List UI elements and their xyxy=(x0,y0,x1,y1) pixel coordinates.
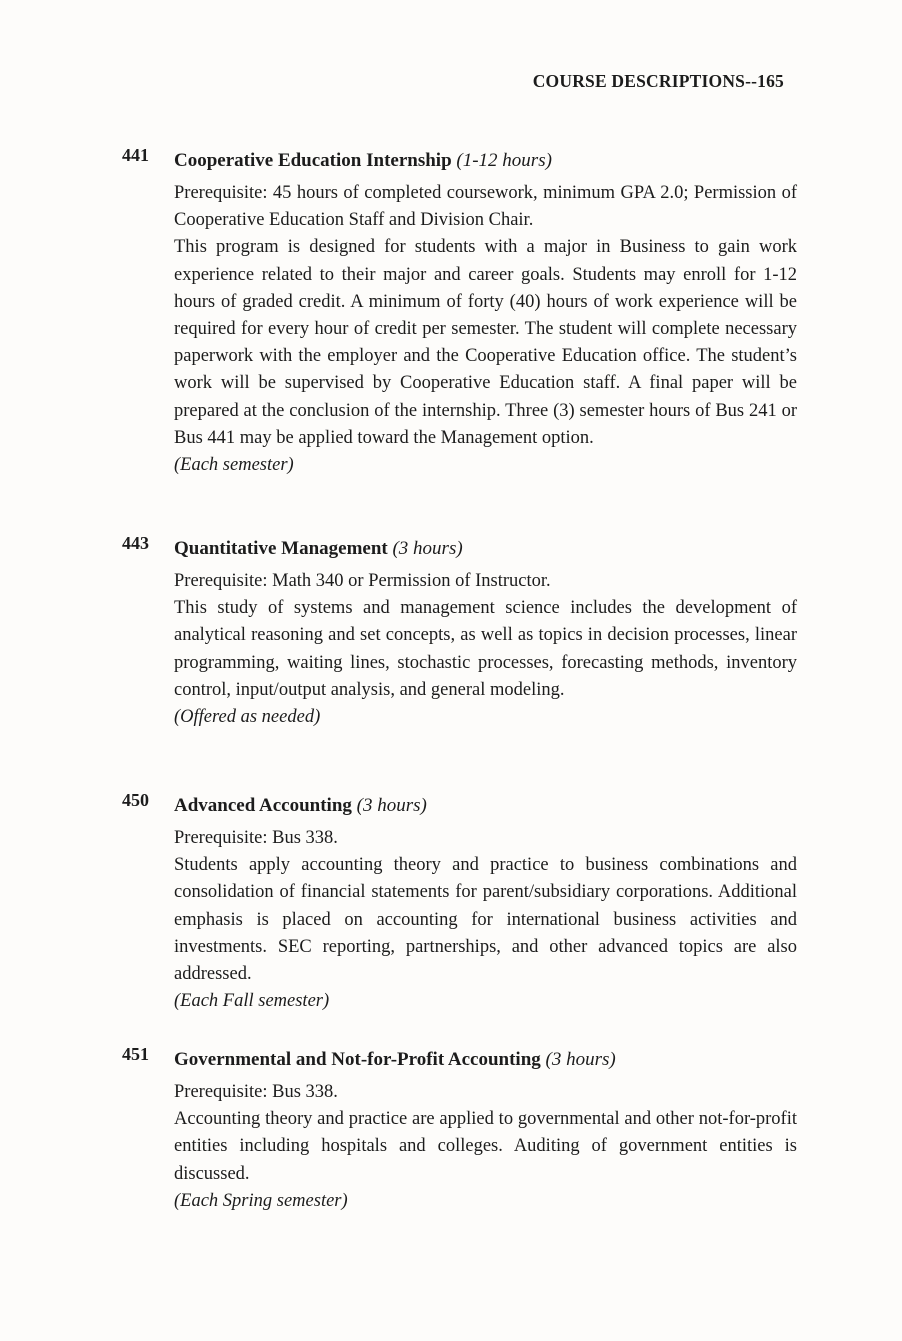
course-heading xyxy=(174,538,463,560)
course-offering: (Each Fall semester) xyxy=(174,991,330,1012)
course-hours: (3 hours) xyxy=(356,795,427,816)
course-hours: (3 hours) xyxy=(545,1049,616,1070)
course-name: Quantitative Management xyxy=(174,538,388,559)
course-offering: (Each Spring semester) xyxy=(174,1190,348,1211)
course-prerequisite: Prerequisite: 45 hours of completed coursework, minimum GPA 2.0; Permission of Cooperative Education Staff and Division Chair. xyxy=(174,183,797,231)
course-number: 451 xyxy=(122,1044,149,1064)
course-entry-441 xyxy=(122,145,797,479)
course-entry-443 xyxy=(122,533,797,731)
course-description: Accounting theory and practice are applied to governmental and other not-for-profit entities including hospitals and colleges. Auditing of government entities is discussed. xyxy=(174,1109,797,1184)
course-body xyxy=(174,825,797,1015)
course-name: Governmental and Not-for-Profit Accounting xyxy=(174,1049,541,1070)
course-description: This study of systems and management science includes the development of analytical reasoning and set concepts, as well as topics in decision processes, linear programming, waiting lines, stochastic processes, forecasting methods, inventory control, input/output analysis, and general modeling. xyxy=(174,598,797,700)
course-title-line xyxy=(122,790,797,825)
course-prerequisite: Prerequisite: Bus 338. xyxy=(174,1082,338,1102)
course-description: Students apply accounting theory and practice to business combinations and consolidation of financial statements for parent/subsidiary corporations. Additional emphasis is placed on accounting for international business activities and investments. SEC reporting, partnerships, and other advanced topics are also addressed. xyxy=(174,855,797,985)
course-hours: (1-12 hours) xyxy=(456,150,552,171)
course-offering: (Offered as needed) xyxy=(174,707,321,728)
course-heading xyxy=(174,150,552,172)
course-heading xyxy=(174,1049,616,1071)
course-number: 443 xyxy=(122,533,149,553)
course-description: This program is designed for students with a major in Business to gain work experience related to their major and career goals. Students may enroll for 1-12 hours of graded credit. A minimum of forty (40) hours of work experience will be required for every hour of credit per semester. The student will complete necessary paperwork with the employer and the Cooperative Education office. The student’s work will be supervised by Cooperative Education staff. A final paper will be prepared at the conclusion of the internship. Three (3) semester hours of Bus 241 or Bus 441 may be applied toward the Management option. xyxy=(174,237,797,448)
course-hours: (3 hours) xyxy=(392,538,463,559)
course-body xyxy=(174,1079,797,1215)
course-heading xyxy=(174,795,427,817)
course-entry-451 xyxy=(122,1044,797,1215)
course-prerequisite: Prerequisite: Math 340 or Permission of Instructor. xyxy=(174,571,551,591)
course-title-line xyxy=(122,145,797,180)
course-name: Cooperative Education Internship xyxy=(174,150,452,171)
course-body xyxy=(174,180,797,479)
course-entry-450 xyxy=(122,790,797,1015)
course-name: Advanced Accounting xyxy=(174,795,352,816)
course-prerequisite: Prerequisite: Bus 338. xyxy=(174,828,338,848)
course-number: 441 xyxy=(122,145,149,165)
course-offering: (Each semester) xyxy=(174,455,294,476)
running-head: COURSE DESCRIPTIONS--165 xyxy=(532,71,784,91)
course-title-line xyxy=(122,533,797,568)
course-title-line xyxy=(122,1044,797,1079)
course-number: 450 xyxy=(122,790,149,810)
course-body xyxy=(174,568,797,731)
